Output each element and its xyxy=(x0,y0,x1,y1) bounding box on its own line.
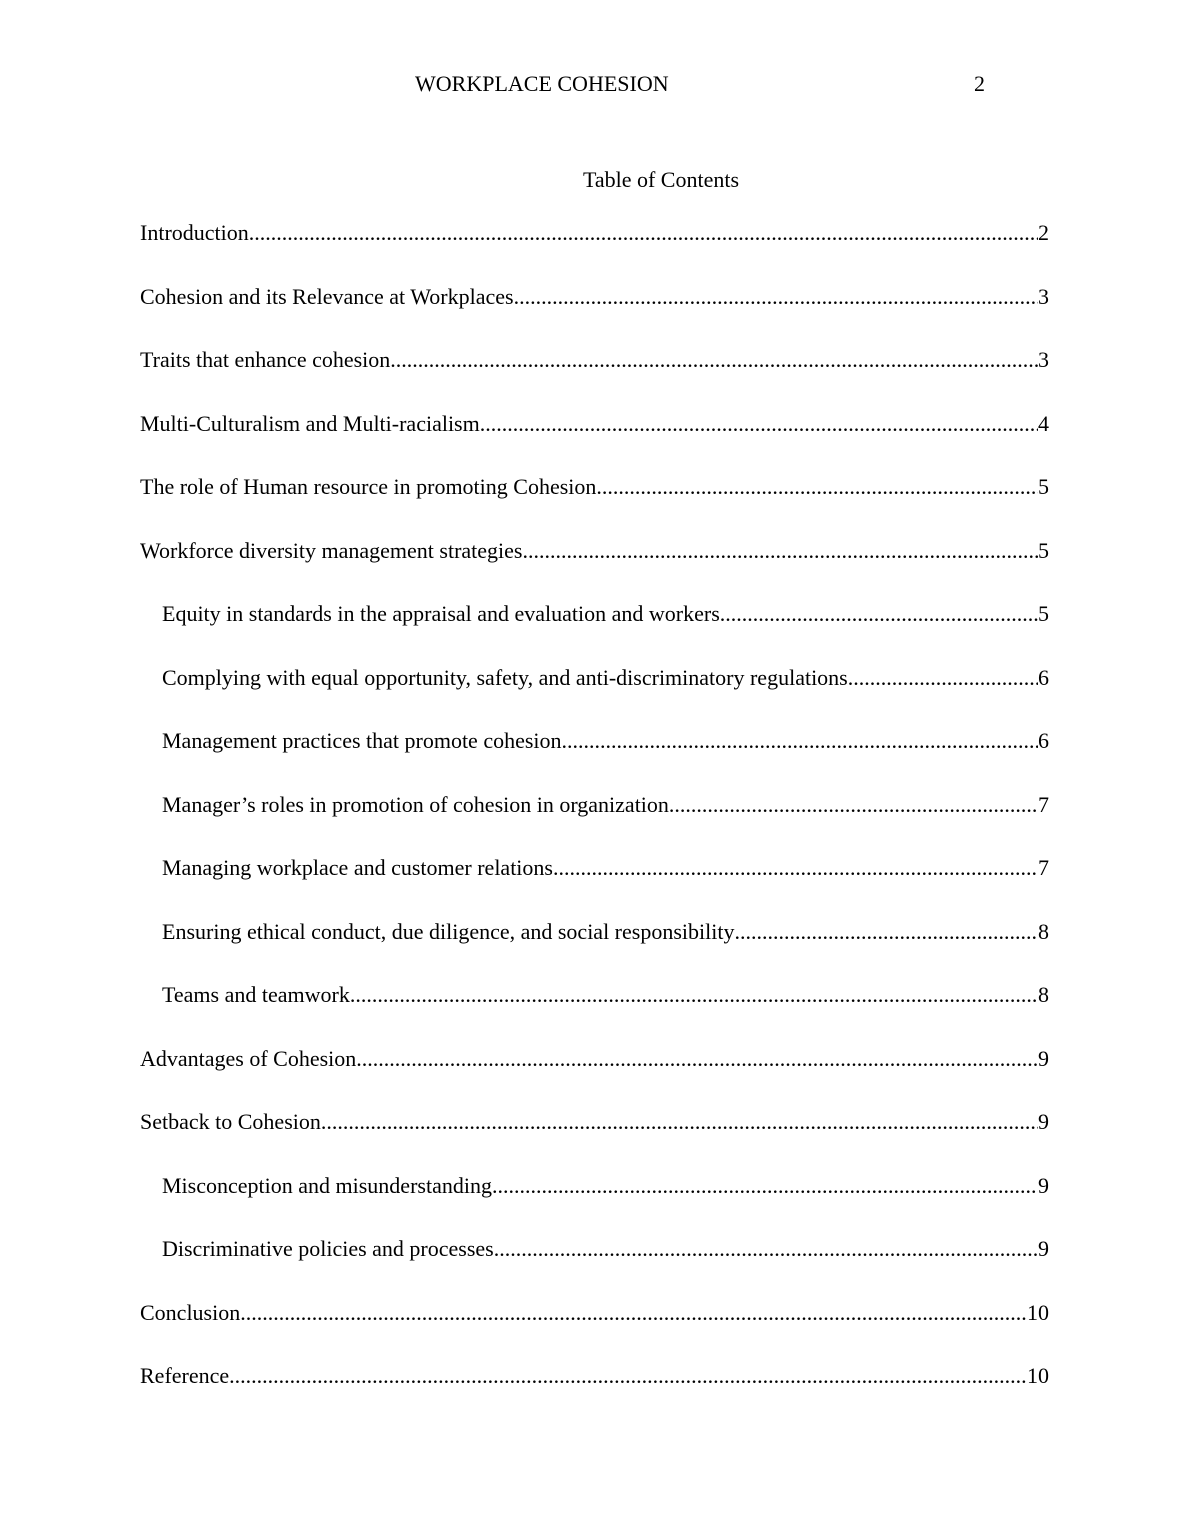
toc-dot-leader xyxy=(720,600,1038,628)
toc-entry-label: Teams and teamwork xyxy=(162,982,350,1007)
toc-dot-leader xyxy=(522,537,1038,565)
toc-entry-page: 9 xyxy=(1038,1172,1049,1198)
toc-dot-leader xyxy=(848,664,1038,692)
toc-entry-page: 9 xyxy=(1038,1109,1049,1134)
toc-dot-leader xyxy=(562,727,1038,755)
toc-entry[interactable] xyxy=(140,791,1049,855)
toc-entry-label: Introduction xyxy=(140,220,249,245)
toc-entry-page: 3 xyxy=(1038,347,1049,372)
toc-entry[interactable] xyxy=(140,410,1049,474)
toc-entry-page: 7 xyxy=(1038,791,1049,817)
toc-entry-label: Traits that enhance cohesion xyxy=(140,347,391,372)
toc-entry-label: Advantages of Cohesion xyxy=(140,1045,357,1071)
toc-dot-leader xyxy=(514,283,1038,311)
toc-entry[interactable] xyxy=(140,219,1049,283)
toc-entry[interactable] xyxy=(140,346,1049,410)
toc-dot-leader xyxy=(734,918,1038,946)
toc-entry[interactable] xyxy=(140,664,1049,728)
toc-dot-leader xyxy=(350,981,1038,1009)
toc-entry[interactable] xyxy=(140,537,1049,601)
toc-entry-page: 9 xyxy=(1038,1236,1049,1261)
toc-entry-page: 3 xyxy=(1038,283,1049,309)
toc-entry-label: Workforce diversity management strategies xyxy=(140,537,523,563)
toc-entry[interactable] xyxy=(140,283,1049,347)
toc-entry-label: Setback to Cohesion xyxy=(140,1109,321,1134)
toc-entry-page: 5 xyxy=(1038,537,1049,563)
toc-dot-leader xyxy=(492,1172,1038,1200)
toc-entry[interactable] xyxy=(140,727,1049,791)
toc-entry-label: Misconception and misunderstanding xyxy=(162,1172,492,1198)
toc-entry[interactable] xyxy=(140,918,1049,982)
toc-entry-label: Equity in standards in the appraisal and evaluation and workers xyxy=(162,601,720,626)
toc-entry[interactable] xyxy=(140,473,1049,537)
toc-dot-leader xyxy=(494,1235,1038,1263)
toc-entry[interactable] xyxy=(140,600,1049,664)
toc-entry-page: 7 xyxy=(1038,855,1049,880)
toc-entry-label: Management practices that promote cohesion xyxy=(162,728,562,753)
toc-dot-leader xyxy=(596,473,1038,501)
running-head: WORKPLACE COHESION xyxy=(415,71,669,96)
toc-entry-label: Conclusion xyxy=(140,1299,241,1325)
toc-dot-leader xyxy=(480,410,1038,438)
toc-entry-label: Discriminative policies and processes xyxy=(162,1236,494,1261)
toc-title: Table of Contents xyxy=(582,167,740,192)
toc-entry-label: Cohesion and its Relevance at Workplaces xyxy=(140,283,514,309)
toc-dot-leader xyxy=(669,791,1038,819)
toc-entry-label: Reference xyxy=(140,1363,230,1388)
toc-entry-label: Ensuring ethical conduct, due diligence, and social responsibility xyxy=(162,918,735,944)
toc-dot-leader xyxy=(240,1299,1027,1327)
toc-entry-label: The role of Human resource in promoting Cohesion xyxy=(140,474,597,499)
toc-entry-page: 6 xyxy=(1038,728,1049,753)
toc-dot-leader xyxy=(390,346,1038,374)
toc-dot-leader xyxy=(249,219,1038,247)
toc-entry[interactable] xyxy=(140,1045,1049,1109)
toc-entry-label: Complying with equal opportunity, safety, and anti-discriminatory regulations xyxy=(162,664,848,690)
toc-entry-page: 10 xyxy=(1027,1299,1049,1325)
toc-dot-leader xyxy=(553,854,1038,882)
toc-dot-leader xyxy=(356,1045,1038,1073)
toc-entry-page: 5 xyxy=(1038,601,1049,626)
toc-entry[interactable] xyxy=(140,854,1049,918)
toc-dot-leader xyxy=(229,1362,1027,1390)
toc-entry[interactable] xyxy=(140,1172,1049,1236)
toc-entry-page: 2 xyxy=(1038,220,1049,245)
toc-entry-page: 10 xyxy=(1027,1363,1049,1388)
toc-entry[interactable] xyxy=(140,981,1049,1045)
toc-entry[interactable] xyxy=(140,1108,1049,1172)
toc-entry[interactable] xyxy=(140,1299,1049,1363)
toc-entry[interactable] xyxy=(140,1235,1049,1299)
page-number: 2 xyxy=(974,71,985,96)
toc-entry-label: Managing workplace and customer relations xyxy=(162,855,553,880)
toc-entry-page: 8 xyxy=(1038,982,1049,1007)
table-of-contents xyxy=(140,219,1049,1426)
toc-entry-page: 5 xyxy=(1038,474,1049,499)
toc-entry-page: 6 xyxy=(1038,664,1049,690)
toc-entry[interactable] xyxy=(140,1362,1049,1426)
toc-entry-label: Multi-Culturalism and Multi-racialism xyxy=(140,410,480,436)
toc-dot-leader xyxy=(321,1108,1038,1136)
toc-entry-page: 9 xyxy=(1038,1045,1049,1071)
toc-entry-page: 8 xyxy=(1038,918,1049,944)
toc-entry-page: 4 xyxy=(1038,410,1049,436)
toc-entry-label: Manager’s roles in promotion of cohesion in organization xyxy=(162,791,669,817)
